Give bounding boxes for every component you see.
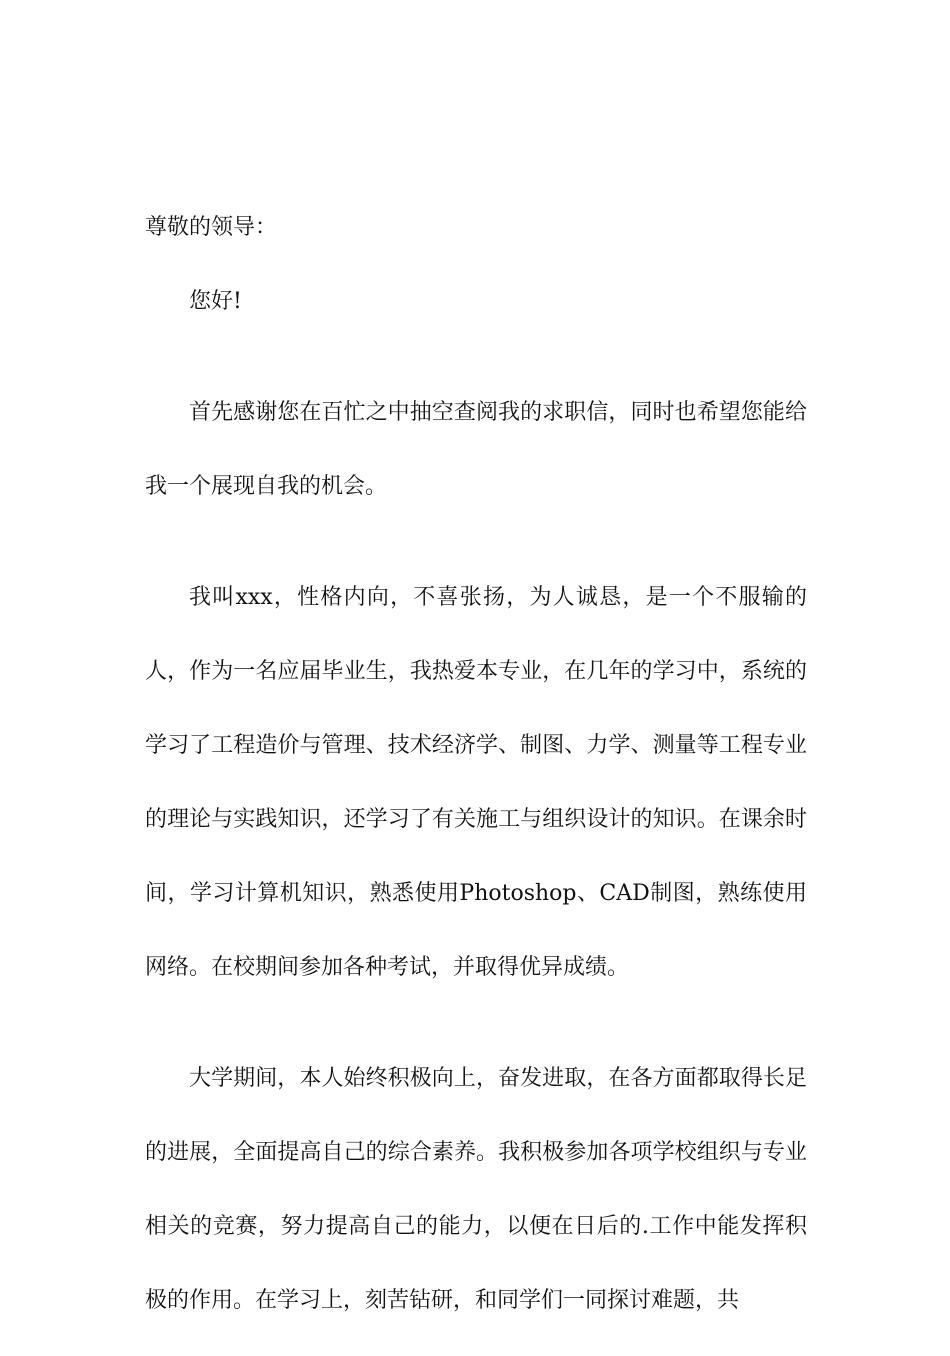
letter-body: [145, 209, 807, 1356]
paragraph-intro: 首先感谢您在百忙之中抽空查阅我的求职信，同时也希望您能给我一个展现自我的机会。: [145, 399, 807, 499]
letter-salutation: 尊敬的领导：: [145, 215, 278, 240]
letter-greeting: 您好!: [189, 288, 242, 314]
paragraph-university: 大学期间，本人始终积极向上，奋发进取，在各方面都取得长足的进展，全面提高自己的综合素养。我积极参加各项学校组织与专业相关的竞赛，努力提高自己的能力，以便在日后的.工作中能发挥积极的作用。在学习上，刻苦钻研，和同学们一同探讨难题，共: [145, 1065, 807, 1313]
paragraph-self-description: 我叫xxx，性格内向，不喜张扬，为人诚恳，是一个不服输的人，作为一名应届毕业生，我热爱本专业，在几年的学习中，系统的学习了工程造价与管理、技术经济学、制图、力学、测量等工程专业的理论与实践知识，还学习了有关施工与组织设计的知识。在课余时间，学习计算机知识，熟悉使用Photoshop、CAD制图，熟练使用网络。在校期间参加各种考试，并取得优异成绩。: [145, 584, 807, 980]
